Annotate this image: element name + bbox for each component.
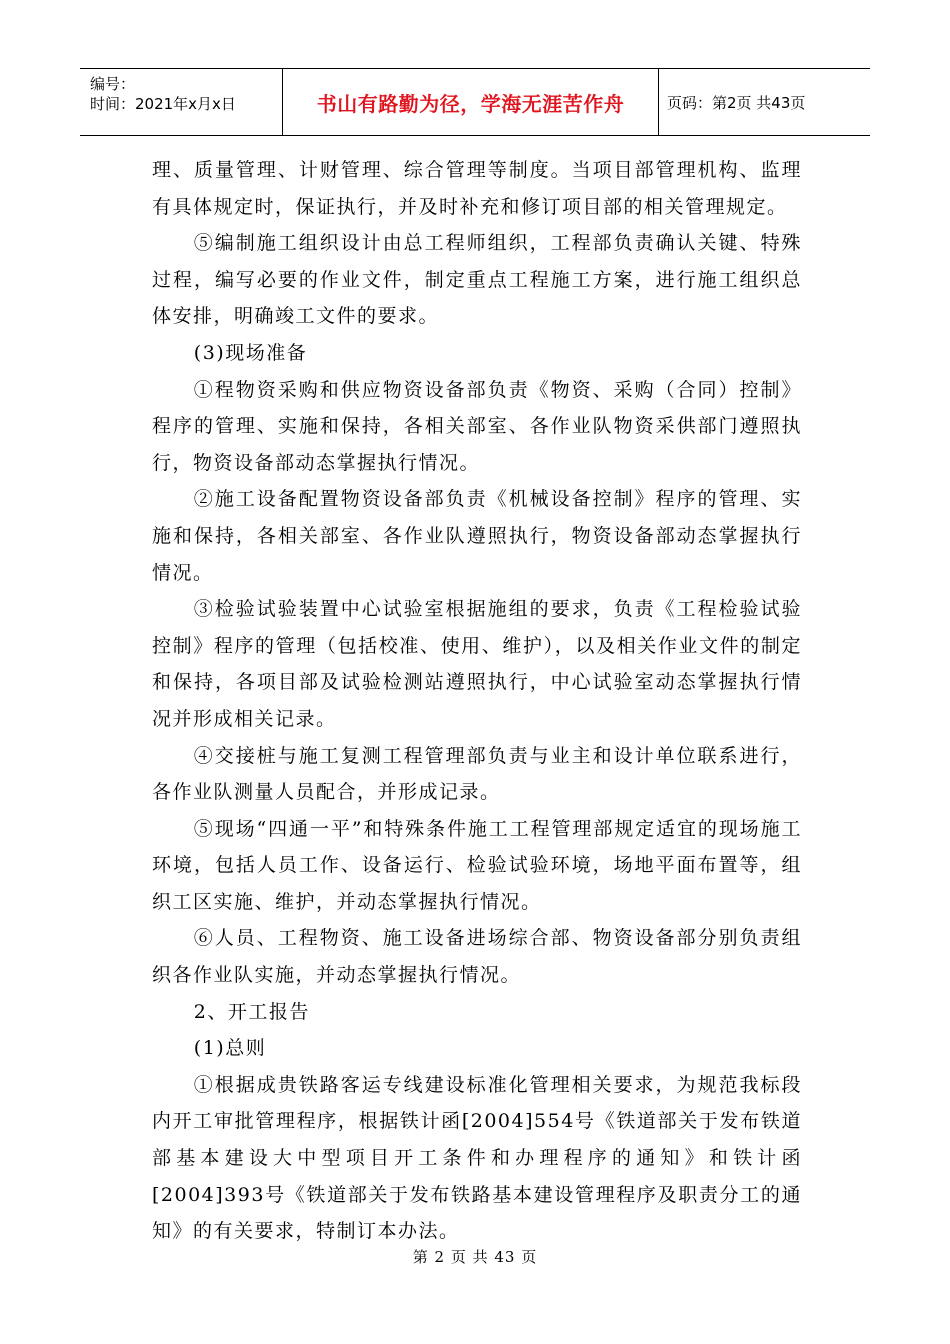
page-header [80, 68, 870, 136]
paragraph: ①程物资采购和供应物资设备部负责《物资、采购（合同）控制》程序的管理、实施和保持，各相关部室、各作业队物资采供部门遵照执行，物资设备部动态掌握执行情况。 [152, 378, 802, 474]
paragraph: 理、质量管理、计财管理、综合管理等制度。当项目部管理机构、监理有具体规定时，保证执行，并及时补充和修订项目部的相关管理规定。 [152, 159, 802, 218]
paragraph: ⑤现场“四通一平”和特殊条件施工工程管理部规定适宜的现场施工环境，包括人员工作、设备运行、检验试验环境，场地平面布置等，组织工区实施、维护，并动态掌握执行情况。 [152, 817, 802, 913]
paragraph: ②施工设备配置物资设备部负责《机械设备控制》程序的管理、实施和保持，各相关部室、各作业队遵照执行，物资设备部动态掌握执行情况。 [152, 488, 802, 584]
document-body [152, 152, 802, 1250]
document-date: 时间：2021年x月x日 [90, 95, 236, 113]
section-subheading: (3)现场准备 [193, 341, 308, 364]
paragraph: ⑤编制施工组织设计由总工程师组织，工程部负责确认关键、特殊过程，编写必要的作业文件，制定重点工程施工方案，进行施工组织总体安排，明确竣工文件的要求。 [152, 232, 802, 328]
paragraph: ④交接桩与施工复测工程管理部负责与业主和设计单位联系进行，各作业队测量人员配合，并形成记录。 [152, 744, 802, 804]
header-meta-cell [80, 69, 283, 135]
paragraph: ①根据成贵铁路客运专线建设标准化管理相关要求，为规范我标段内开工审批管理程序，根据铁计函[2004]554号《铁道部关于发布铁道部基本建设大中型项目开工条件和办理程序的通知》和铁计函[2004]393号《铁道部关于发布铁路基本建设管理程序及职责分工的通知》的有关要求，特制订本办法。 [152, 1073, 802, 1243]
paragraph: ③检验试验装置中心试验室根据施组的要求，负责《工程检验试验控制》程序的管理（包括校准、使用、维护），以及相关作业文件的制定和保持，各项目部及试验检测站遵照执行，中心试验室动态掌握执行情况并形成相关记录。 [152, 598, 802, 730]
section-subheading: (1)总则 [193, 1037, 267, 1060]
page-footer: 第 2 页 共 43 页 [412, 1248, 538, 1266]
header-motto: 书山有路勤为径，学海无涯苦作舟 [316, 91, 625, 116]
header-motto-cell [283, 69, 659, 135]
section-heading: 2、开工报告 [193, 1000, 310, 1023]
paragraph: ⑥人员、工程物资、施工设备进场综合部、物资设备部分别负责组织各作业队实施，并动态掌握执行情况。 [152, 927, 802, 987]
document-number-label: 编号： [90, 75, 136, 93]
header-page-info: 页码：第2页 共43页 [667, 93, 806, 112]
